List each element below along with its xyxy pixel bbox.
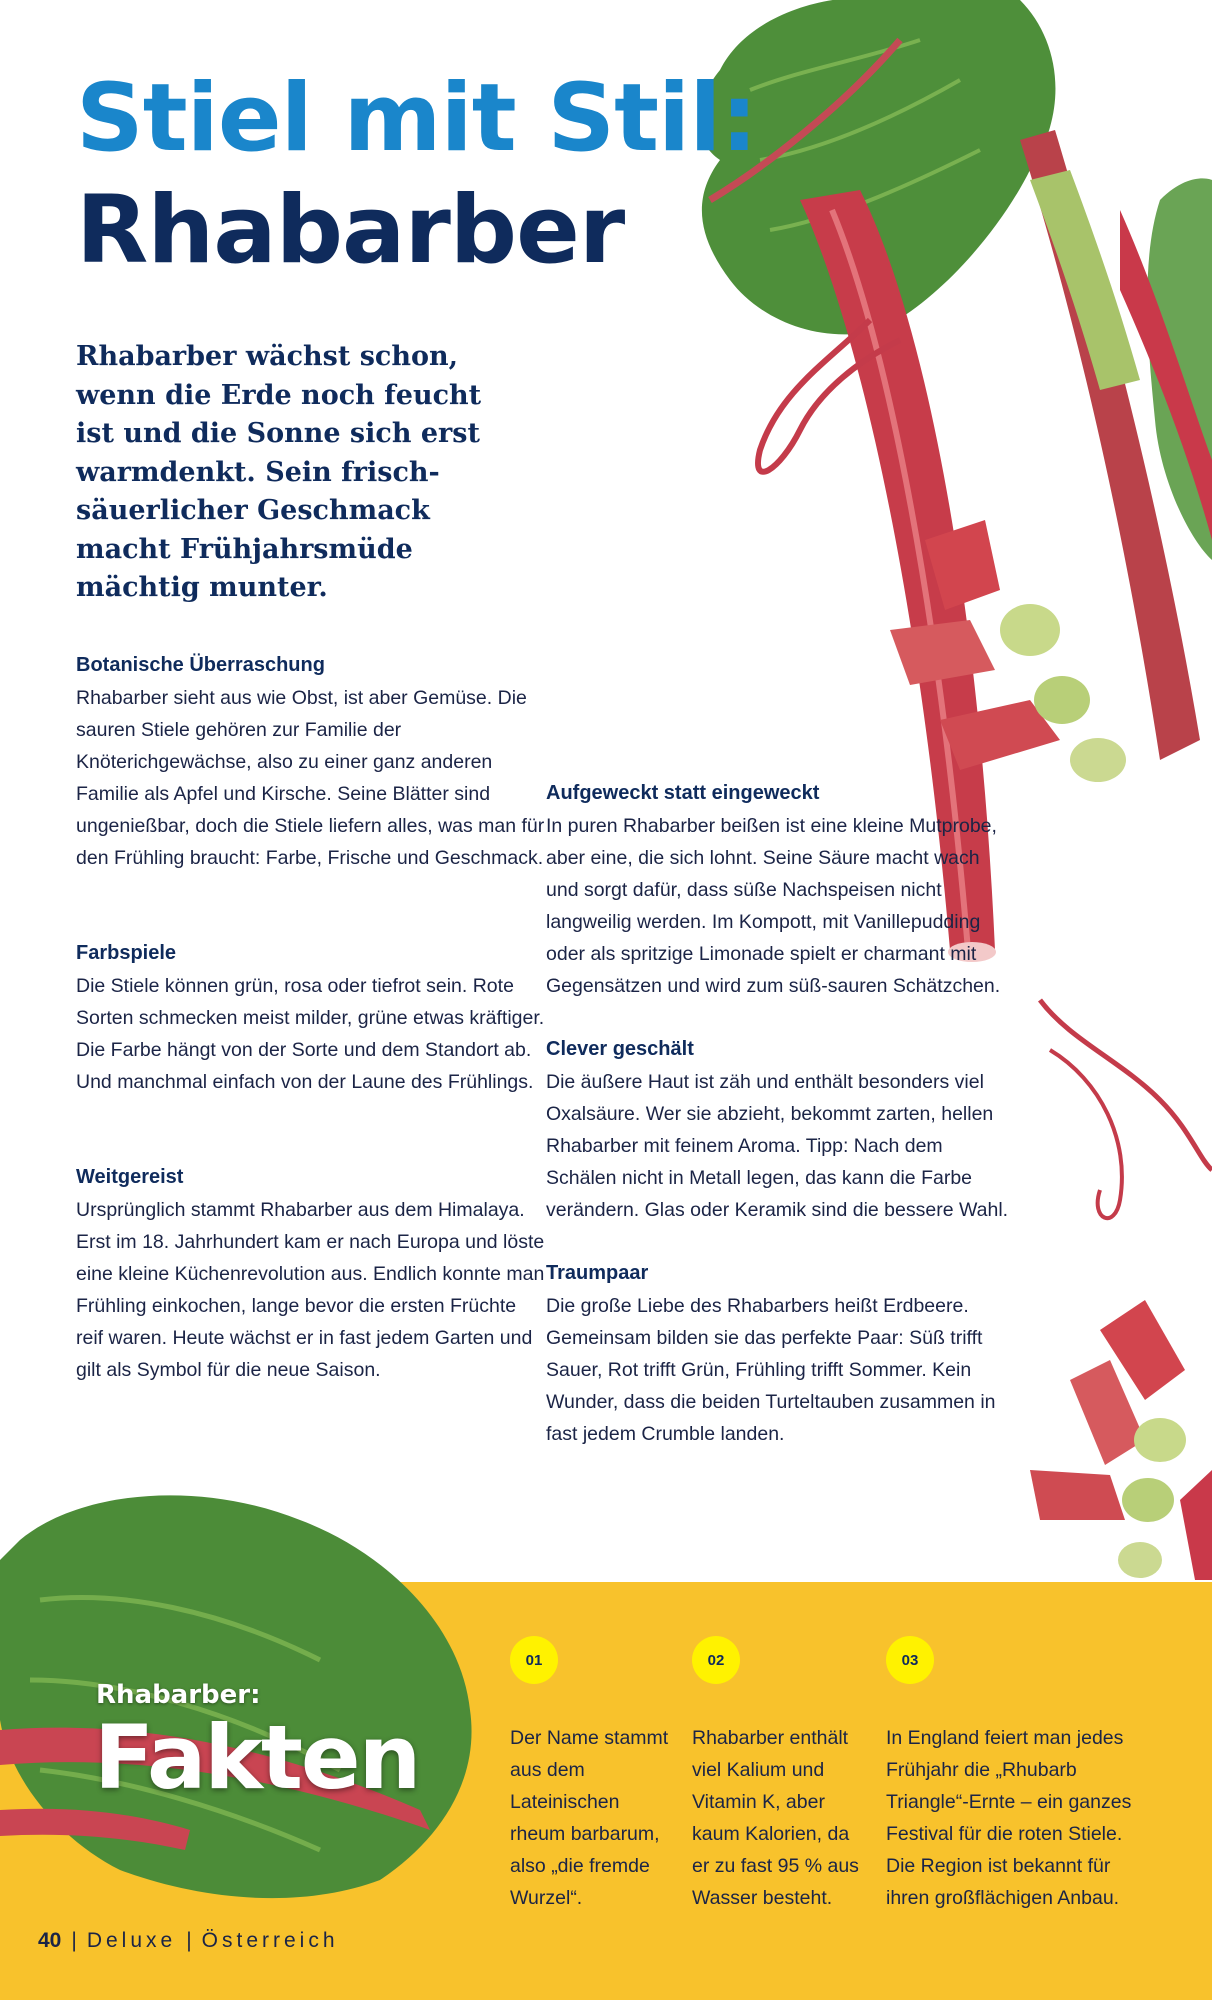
- section-heading: Weitgereist: [76, 1166, 184, 1188]
- fact-text: Rhabarber enthält viel Kalium und Vitamin K, aber kaum Kalorien, da er zu fast 95 % aus Wasser besteht.: [692, 1727, 859, 1909]
- section-body: Ursprünglich stammt Rhabarber aus dem Himalaya. Erst im 18. Jahrhundert kam er nach Europa und löste eine kleine Küchenrevolution aus. Endlich konnte man Frühling einkochen, lange bevor die ersten Früchte reif waren. Heute wächst er in fast jedem Garten und gilt als Symbol für die neue Saison.: [76, 1199, 545, 1381]
- section-body: Die Stiele können grün, rosa oder tiefrot sein. Rote Sorten schmecken meist milder, grüne etwas kräftiger. Die Farbe hängt von der Sorte und dem Standort ab. Und manchmal einfach von der Laune des Frühlings.: [76, 975, 545, 1093]
- facts-kicker: Rhabarber:: [96, 1680, 261, 1710]
- title-line-2: Rhabarber: [76, 176, 625, 285]
- page-footer: [38, 1929, 339, 1953]
- title-line-1: Stiel mit Stil:: [76, 64, 758, 173]
- section-body: Die große Liebe des Rhabarbers heißt Erdbeere. Gemeinsam bilden sie das perfekte Paar: Süß trifft Sauer, Rot trifft Grün, Frühling trifft Sommer. Kein Wunder, dass die beiden Turteltauben zusammen in fast jedem Crumble landen.: [546, 1295, 996, 1445]
- section-heading: Traumpaar: [546, 1262, 649, 1284]
- section-heading: Farbspiele: [76, 942, 177, 964]
- fact-text: Der Name stammt aus dem Lateinischen rheum barbarum, also „die fremde Wurzel“.: [510, 1727, 669, 1909]
- intro-text: Rhabarber wächst schon, wenn die Erde noch feucht ist und die Sonne sich erst warmdenkt. Sein frisch-säuerlicher Geschmack macht Frühjahrsmüde mächtig munter.: [76, 341, 482, 603]
- fact-number-badge: 01: [510, 1636, 558, 1684]
- footer-separator: |: [71, 1929, 77, 1952]
- fact-number-badge: 02: [692, 1636, 740, 1684]
- section-heading: Aufgeweckt statt eingeweckt: [546, 782, 820, 804]
- fact-item-02: [692, 1636, 892, 1914]
- footer-separator: |: [186, 1929, 192, 1952]
- section-traumpaar: [546, 1258, 1016, 1450]
- section-aufgeweckt: [546, 778, 1016, 1002]
- facts-title: Fakten: [94, 1706, 420, 1809]
- fact-number-badge: 03: [886, 1636, 934, 1684]
- section-heading: Botanische Überraschung: [76, 654, 325, 676]
- section-body: Die äußere Haut ist zäh und enthält besonders viel Oxalsäure. Wer sie abzieht, bekommt zarten, hellen Rhabarber mit feinem Aroma. Tipp: Nach dem Schälen nicht in Metall legen, das kann die Farbe verändern. Glas oder Keramik sind die bessere Wahl.: [546, 1071, 1009, 1221]
- section-body: In puren Rhabarber beißen ist eine kleine Mutprobe, aber eine, die sich lohnt. Seine Säure macht wach und sorgt dafür, dass süße Nachspeisen nicht langweilig werden. Im Kompott, mit Vanillepudding oder als spritzige Limonade spielt er charmant mit Gegensätzen und wird zum süß-sauren Schätzchen.: [546, 815, 1001, 997]
- footer-brand: Deluxe: [86, 1929, 177, 1952]
- fact-item-01: [510, 1636, 710, 1914]
- section-farbspiele: [76, 938, 546, 1098]
- section-heading: Clever geschält: [546, 1038, 694, 1060]
- section-clever-geschaelt: [546, 1034, 1016, 1226]
- section-weitgereist: [76, 1162, 546, 1386]
- section-body: Rhabarber sieht aus wie Obst, ist aber Gemüse. Die sauren Stiele gehören zur Familie der Knöterichgewächse, also zu einer ganz anderen Familie als Apfel und Kirsche. Seine Blätter sind ungenießbar, doch die Stiele liefern alles, was man für den Frühling braucht: Farbe, Frische und Geschmack.: [76, 687, 545, 869]
- footer-country: Österreich: [201, 1929, 339, 1952]
- section-botanische-ueberraschung: [76, 650, 546, 874]
- page-number: 40: [38, 1929, 62, 1952]
- fact-text: In England feiert man jedes Frühjahr die „Rhubarb Triangle“-Ernte – ein ganzes Festival für die roten Stiele. Die Region ist bekannt für ihren großflächigen Anbau.: [886, 1727, 1132, 1909]
- fact-item-03: [886, 1636, 1156, 1914]
